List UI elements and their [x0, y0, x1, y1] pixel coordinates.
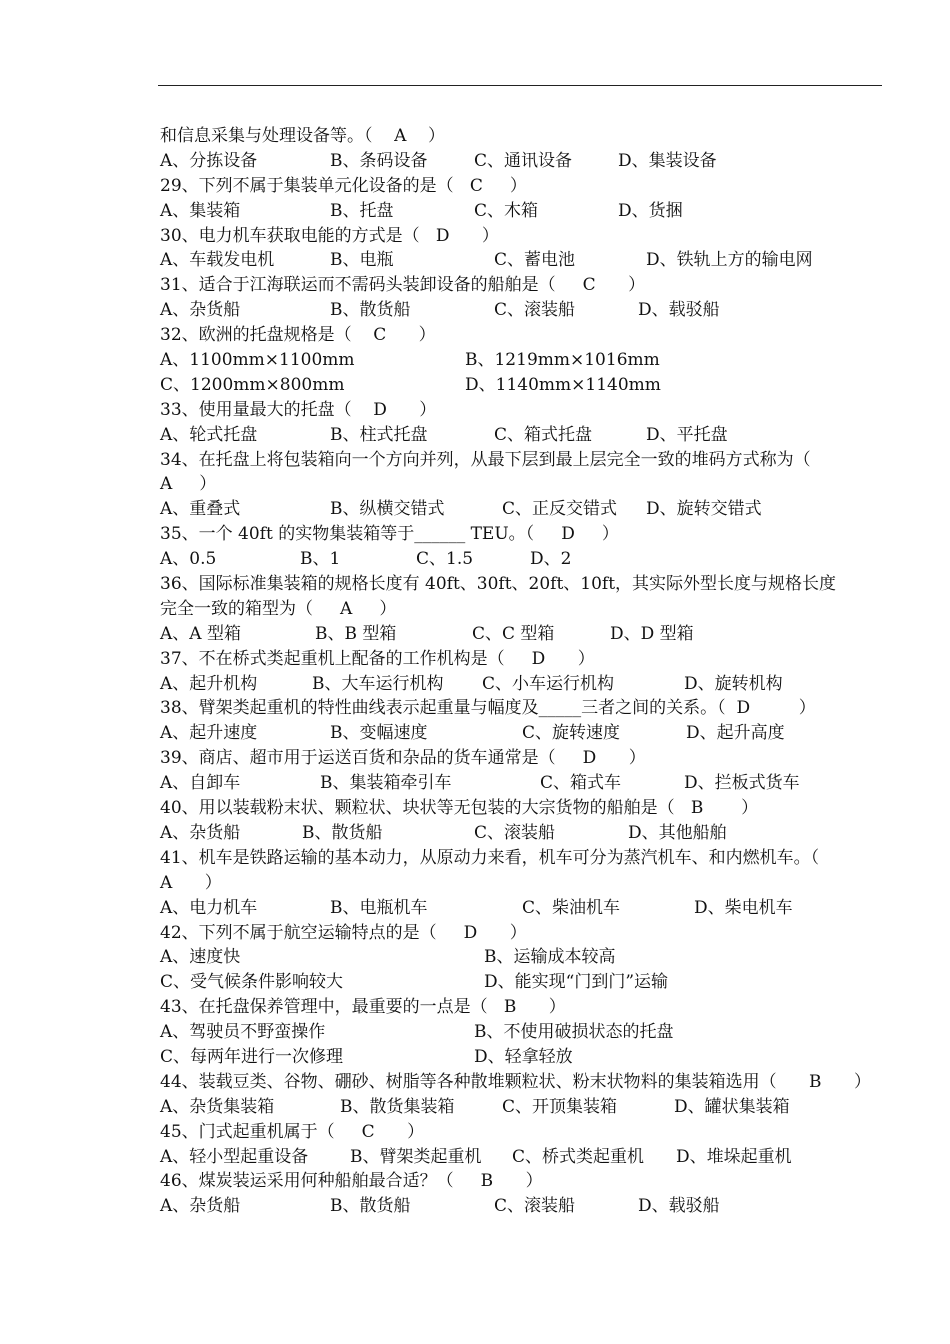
option-c: C、旋转速度 [522, 723, 621, 744]
option-d: D、其他船舶 [628, 822, 727, 843]
options-line [160, 896, 884, 921]
options-line [160, 298, 884, 323]
option-c: C、1200mm×800mm [160, 374, 345, 395]
header-rule [158, 85, 882, 86]
option-d: D、旋转机构 [684, 673, 783, 694]
option-c: C、小车运行机构 [482, 673, 615, 694]
question-text: 45、门式起重机属于（ C ） [160, 1121, 425, 1142]
options-line [160, 771, 884, 796]
option-a: A、轻小型起重设备 [160, 1146, 309, 1167]
option-d: D、旋转交错式 [646, 499, 762, 520]
question-text: 39、商店、超市用于运送百货和杂品的货车通常是（ D ） [160, 748, 646, 769]
option-d: D、货捆 [618, 200, 683, 221]
answer-text: A ） [160, 474, 217, 495]
option-b: B、散货集装箱 [340, 1096, 455, 1117]
option-b: B、电瓶机车 [330, 897, 428, 918]
option-d: D、铁轨上方的输电网 [646, 250, 813, 271]
option-a: A、分拣设备 [160, 150, 258, 171]
options-line [160, 970, 884, 995]
question-line [160, 921, 884, 946]
option-b: B、条码设备 [330, 150, 428, 171]
question-line [160, 323, 884, 348]
options-line [160, 1095, 884, 1120]
options-line [160, 622, 884, 647]
answer-line [160, 472, 884, 497]
option-b: B、集装箱牵引车 [320, 773, 452, 794]
option-b: B、散货船 [330, 1196, 411, 1217]
option-c: C、滚装船 [494, 300, 576, 321]
option-d: D、拦板式货车 [684, 773, 800, 794]
question-line [160, 224, 884, 249]
option-b: B、1 [300, 549, 341, 570]
options-line [160, 945, 884, 970]
option-b: B、运输成本较高 [484, 947, 616, 968]
option-d: D、堆垛起重机 [676, 1146, 792, 1167]
option-d: D、轻拿轻放 [474, 1046, 573, 1067]
option-c: C、1.5 [416, 549, 474, 570]
option-c: C、木箱 [474, 200, 539, 221]
question-line [160, 572, 884, 597]
option-d: D、载驳船 [638, 300, 720, 321]
text-line [160, 124, 884, 149]
option-d: D、1140mm×1140mm [465, 374, 661, 395]
option-d: D、2 [530, 549, 572, 570]
option-a: A、集装箱 [160, 200, 241, 221]
question-line [160, 174, 884, 199]
option-b: B、散货船 [330, 300, 411, 321]
option-d: D、起升高度 [686, 723, 785, 744]
question-line [160, 1120, 884, 1145]
question-line [160, 796, 884, 821]
option-a: A、1100mm×1100mm [160, 350, 355, 371]
question-line [160, 448, 884, 473]
option-c: C、滚装船 [474, 822, 556, 843]
option-b: B、纵横交错式 [330, 499, 445, 520]
option-c: C、滚装船 [494, 1196, 576, 1217]
question-line [160, 746, 884, 771]
question-text: 33、使用量最大的托盘（ D ） [160, 399, 437, 420]
question-text: 29、下列不属于集装单元化设备的是（ C ） [160, 175, 527, 196]
option-a: A、重叠式 [160, 499, 241, 520]
answer-text: A ） [160, 872, 222, 893]
question-line [160, 597, 884, 622]
option-b: B、变幅速度 [330, 723, 428, 744]
option-a: A、速度快 [160, 947, 241, 968]
options-line [160, 373, 884, 398]
option-d: D、载驳船 [638, 1196, 720, 1217]
question-text: 32、欧洲的托盘规格是（ C ） [160, 325, 436, 346]
option-c: C、柴油机车 [522, 897, 621, 918]
option-b: B、大车运行机构 [312, 673, 444, 694]
question-text: 40、用以装载粉末状、颗粒状、块状等无包装的大宗货物的船舶是（ B ） [160, 798, 759, 819]
option-c: C、箱式托盘 [494, 424, 593, 445]
option-b: B、不使用破损状态的托盘 [474, 1022, 674, 1043]
option-a: A、0.5 [160, 549, 217, 570]
question-text: 46、煤炭装运采用何种船舶最合适？（ B ） [160, 1171, 543, 1192]
option-b: B、电瓶 [330, 250, 394, 271]
options-line [160, 248, 884, 273]
question-text: 31、适合于江海联运而不需码头装卸设备的船舶是（ C ） [160, 275, 646, 296]
answer-line [160, 871, 884, 896]
option-b: B、柱式托盘 [330, 424, 428, 445]
question-line [160, 398, 884, 423]
option-a: A、驾驶员不野蛮操作 [160, 1022, 326, 1043]
option-c: C、受气候条件影响较大 [160, 972, 344, 993]
option-d: D、平托盘 [646, 424, 728, 445]
options-line [160, 1145, 884, 1170]
question-text: 44、装载豆类、谷物、硼砂、树脂等各种散堆颗粒状、粉末状物料的集装箱选用（ B ） [160, 1071, 871, 1092]
question-line [160, 995, 884, 1020]
question-text: 30、电力机车获取电能的方式是（ D ） [160, 225, 499, 246]
options-line [160, 721, 884, 746]
option-c: C、箱式车 [540, 773, 622, 794]
option-a: A、杂货船 [160, 1196, 241, 1217]
option-d: D、能实现“门到门”运输 [484, 972, 669, 993]
option-c: C、正反交错式 [502, 499, 618, 520]
question-text: 35、一个 40ft 的实物集装箱等于______ TEU。（ D ） [160, 524, 619, 545]
option-a: A、自卸车 [160, 773, 241, 794]
question-text: 42、下列不属于航空运输特点的是（ D ） [160, 922, 527, 943]
question-text: 37、不在桥式类起重机上配备的工作机构是（ D ） [160, 648, 595, 669]
question-text: 36、国际标准集装箱的规格长度有 40ft、30ft、20ft、10ft，其实际外型长度与规格长度 [160, 574, 837, 595]
question-line [160, 647, 884, 672]
options-line [160, 1194, 884, 1219]
question-line [160, 696, 884, 721]
option-a: A、A 型箱 [160, 623, 241, 644]
option-b: B、托盘 [330, 200, 394, 221]
options-line [160, 672, 884, 697]
document-body [160, 124, 884, 1219]
options-line [160, 497, 884, 522]
options-line [160, 149, 884, 174]
options-line [160, 199, 884, 224]
option-c: C、每两年进行一次修理 [160, 1046, 344, 1067]
option-a: A、杂货集装箱 [160, 1096, 275, 1117]
line-text: 和信息采集与处理设备等。（ A ） [160, 126, 446, 146]
option-a: A、起升速度 [160, 723, 258, 744]
question-line [160, 522, 884, 547]
option-d: D、集装设备 [618, 150, 717, 171]
question-text: 34、在托盘上将包装箱向一个方向并列，从最下层到最上层完全一致的堆码方式称为（ [160, 449, 811, 470]
option-a: A、起升机构 [160, 673, 258, 694]
options-line [160, 1045, 884, 1070]
option-d: D、罐状集装箱 [674, 1096, 790, 1117]
question-text: 38、臂架类起重机的特性曲线表示起重量与幅度及_____三者之间的关系。（ D ） [160, 698, 816, 719]
question-text: 41、机车是铁路运输的基本动力，从原动力来看，机车可分为蒸汽机车、和内燃机车。（ [160, 847, 820, 868]
option-d: D、D 型箱 [610, 623, 694, 644]
question-line [160, 1070, 884, 1095]
option-b: B、1219mm×1016mm [465, 350, 660, 371]
option-b: B、散货船 [302, 822, 383, 843]
option-b: B、B 型箱 [315, 623, 397, 644]
options-line [160, 821, 884, 846]
option-c: C、桥式类起重机 [512, 1146, 645, 1167]
option-a: A、电力机车 [160, 897, 258, 918]
option-c: C、C 型箱 [472, 623, 555, 644]
question-line [160, 1169, 884, 1194]
option-a: A、杂货船 [160, 822, 241, 843]
options-line [160, 348, 884, 373]
option-a: A、杂货船 [160, 300, 241, 321]
options-line [160, 423, 884, 448]
question-line [160, 846, 884, 871]
option-c: C、蓄电池 [494, 250, 576, 271]
option-a: A、轮式托盘 [160, 424, 258, 445]
option-b: B、臂架类起重机 [350, 1146, 482, 1167]
question-text: 完全一致的箱型为（ A ） [160, 598, 397, 619]
question-line [160, 273, 884, 298]
options-line [160, 547, 884, 572]
option-d: D、柴电机车 [694, 897, 793, 918]
option-a: A、车载发电机 [160, 250, 275, 271]
option-c: C、开顶集装箱 [502, 1096, 618, 1117]
option-c: C、通讯设备 [474, 150, 573, 171]
options-line [160, 1020, 884, 1045]
question-text: 43、在托盘保养管理中，最重要的一点是（ B ） [160, 997, 566, 1018]
